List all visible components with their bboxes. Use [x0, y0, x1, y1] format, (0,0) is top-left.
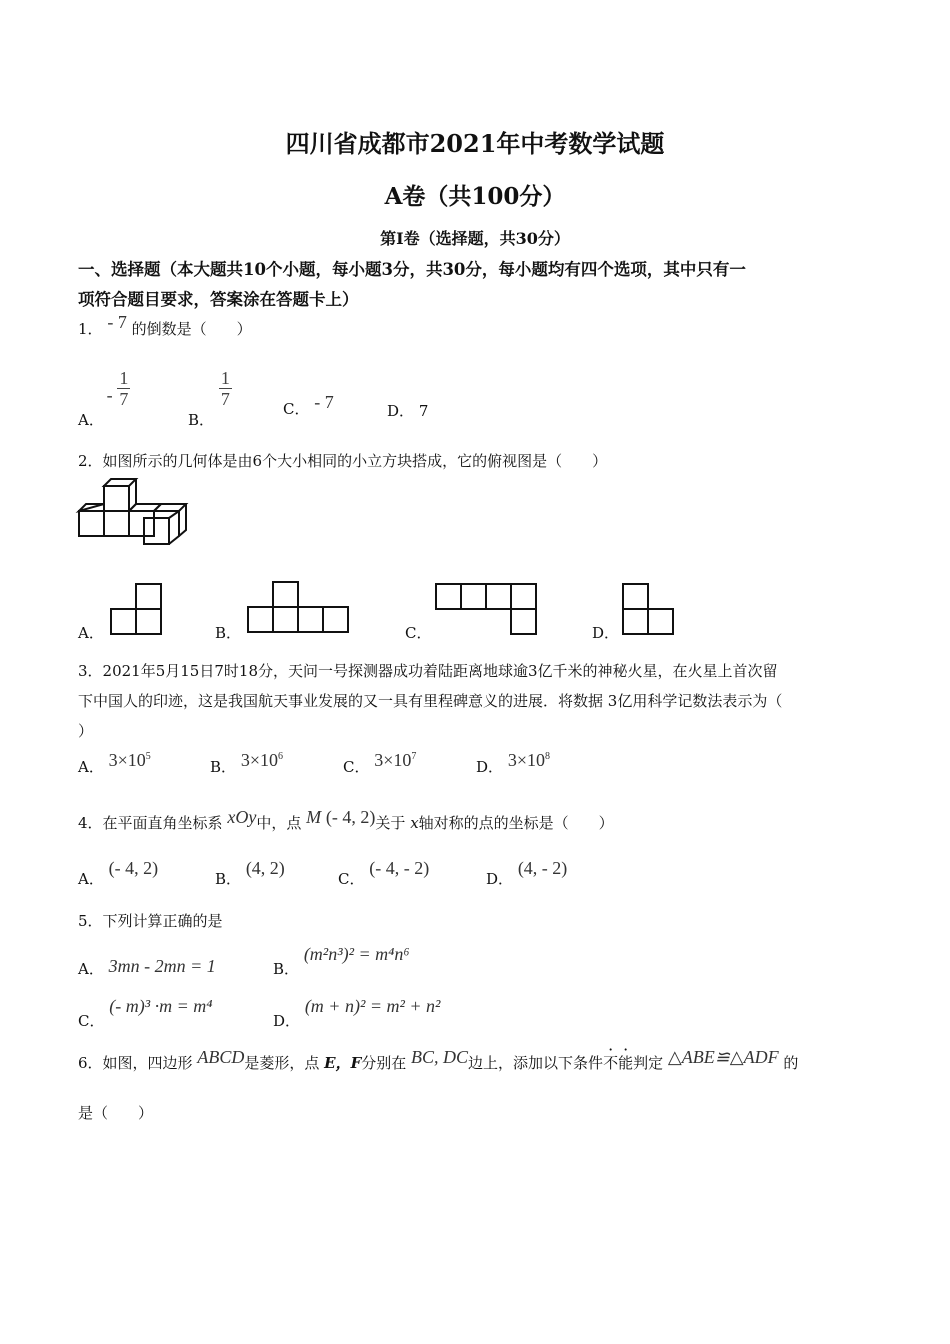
numerator: 1	[220, 368, 230, 388]
q5-option-a[interactable]	[78, 958, 216, 979]
q1-option-a[interactable]	[78, 368, 130, 429]
part-title: 第Ⅰ卷（选择题，共30分）	[380, 229, 570, 248]
q2-option-d-label[interactable]: D．	[592, 624, 620, 642]
cube-solid-figure	[76, 478, 191, 550]
option-value: 7	[418, 402, 429, 420]
question-text: 中，点	[256, 814, 302, 832]
emphasis-dot: ·	[623, 1040, 629, 1059]
question-number: 5．	[78, 912, 103, 930]
question-2	[78, 450, 607, 471]
axis-name: x	[410, 814, 419, 832]
congruence-statement: △ABE≌△ADF	[667, 1047, 779, 1067]
q1-option-c[interactable]	[283, 392, 334, 419]
q2-option-c-figure	[433, 582, 539, 638]
question-number: 4．	[78, 814, 103, 832]
q4-option-b[interactable]	[215, 858, 285, 889]
question-3-line2: 下中国人的印迹，这是我国航天事业发展的又一具有里程碑意义的进展．将数据 3亿用科学记数法表示为（	[78, 692, 783, 710]
question-text: 如图，四边形	[102, 1054, 193, 1072]
question-text: 如图所示的几何体是由6个大小相同的小立方块搭成，它的俯视图是（ ）	[102, 452, 608, 470]
coordinate-system: xOy	[227, 807, 257, 827]
q3-option-b[interactable]	[210, 750, 283, 777]
emphasis-text: 不能 · ·	[603, 1040, 634, 1072]
option-label: B．	[210, 758, 237, 776]
option-label: C．	[338, 870, 365, 888]
option-value: (m + n)² = m² + n²	[304, 996, 441, 1016]
question-text: 关于	[375, 814, 406, 832]
option-value: $3\times 10^6$	[240, 750, 283, 770]
point-name: M	[306, 807, 322, 827]
q2-option-d-figure	[620, 582, 676, 638]
q1-option-b[interactable]	[188, 368, 232, 429]
option-label: A．	[78, 870, 104, 888]
option-label: A．	[78, 410, 104, 429]
emphasis-dot: ·	[608, 1040, 614, 1059]
question-1	[78, 312, 252, 339]
question-text: 下列计算正确的是	[102, 912, 223, 930]
quadrilateral-name: ABCD	[197, 1047, 245, 1067]
option-label: D．	[486, 870, 514, 888]
option-label: D．	[387, 402, 415, 420]
q2-option-b-figure	[245, 580, 351, 636]
option-value: (m²n³)² = m⁴n⁶	[303, 944, 410, 964]
question-3-line3: ）	[78, 722, 94, 740]
question-text: 轴对称的点的坐标是（ ）	[418, 814, 614, 832]
minus-sign: -	[106, 384, 113, 405]
side-names: BC, DC	[411, 1047, 469, 1067]
question-text: 边上，添加以下条件	[468, 1054, 604, 1072]
question-text: 判定	[633, 1054, 664, 1072]
question-6-line2: 是（ ）	[78, 1104, 154, 1122]
fraction	[117, 368, 130, 409]
question-text: 是菱形，点	[244, 1054, 320, 1072]
option-label: B．	[273, 960, 300, 978]
q5-option-c[interactable]	[78, 996, 213, 1031]
q5-option-b[interactable]	[273, 944, 410, 979]
option-value: (- m)³ ·m = m⁴	[109, 996, 213, 1016]
question-number: 3．	[78, 662, 103, 680]
denominator: 7	[119, 389, 129, 409]
question-text: 的倒数是（ ）	[131, 320, 252, 338]
q3-option-a[interactable]	[78, 750, 151, 777]
option-value: 3mn - 2mn = 1	[108, 956, 216, 976]
q1-option-d[interactable]	[387, 400, 428, 421]
q2-option-c-label[interactable]: C．	[405, 624, 432, 642]
option-label: D．	[273, 1012, 301, 1030]
section-heading-line2: 项符合题目要求，答案涂在答题卡上）	[78, 290, 359, 309]
question-text: 分别在	[361, 1054, 407, 1072]
q1-expression: - 7	[107, 312, 127, 332]
fraction	[219, 368, 232, 409]
section-heading-line1: 一、选择题（本大题共10个小题，每小题3分，共30分，每小题均有四个选项，其中只有一	[78, 260, 746, 279]
option-label: C．	[343, 758, 370, 776]
option-value: - 7	[314, 392, 334, 412]
question-text: 的	[783, 1054, 799, 1072]
point-names: E，F	[324, 1054, 362, 1072]
exam-title: 四川省成都市2021年中考数学试题	[285, 129, 665, 158]
question-number: 6．	[78, 1054, 103, 1072]
option-value: (4, - 2)	[517, 858, 568, 878]
q2-option-a-label[interactable]: A．	[78, 624, 104, 642]
question-3-line1	[78, 660, 778, 681]
question-text: 在平面直角坐标系	[102, 814, 223, 832]
option-label: B．	[215, 870, 242, 888]
option-label: D．	[476, 758, 504, 776]
option-label: A．	[78, 960, 104, 978]
numerator: 1	[119, 368, 129, 388]
option-label: C．	[283, 400, 310, 418]
q4-option-a[interactable]	[78, 858, 159, 889]
q3-option-d[interactable]	[476, 750, 550, 777]
option-label: B．	[188, 410, 215, 429]
option-value: $3\times 10^7$	[374, 750, 417, 770]
question-number: 2．	[78, 452, 103, 470]
option-value: (- 4, - 2)	[369, 858, 430, 878]
question-number: 1．	[78, 320, 103, 338]
paper-title: A卷（共100分）	[384, 183, 566, 210]
q2-option-b-label[interactable]: B．	[215, 624, 242, 642]
q2-option-a-figure	[108, 582, 164, 636]
q4-option-c[interactable]	[338, 858, 430, 889]
option-label: A．	[78, 758, 104, 776]
point-coordinate: (- 4, 2)	[325, 807, 376, 827]
question-text: 2021年5月15日7时18分，天问一号探测器成功着陆距离地球逾3亿千米的神秘火星，在火星上首次留	[102, 662, 778, 680]
question-6	[78, 1040, 799, 1073]
option-value: (4, 2)	[245, 858, 285, 878]
question-5	[78, 910, 223, 931]
option-value: $3\times 10^8$	[507, 750, 550, 770]
question-4	[78, 807, 614, 833]
option-label: C．	[78, 1012, 105, 1030]
q5-option-d[interactable]	[273, 996, 441, 1031]
q4-option-d[interactable]	[486, 858, 568, 889]
option-value: (- 4, 2)	[108, 858, 159, 878]
denominator: 7	[220, 389, 230, 409]
q3-option-c[interactable]	[343, 750, 417, 777]
option-value: $3\times 10^5$	[108, 750, 151, 770]
